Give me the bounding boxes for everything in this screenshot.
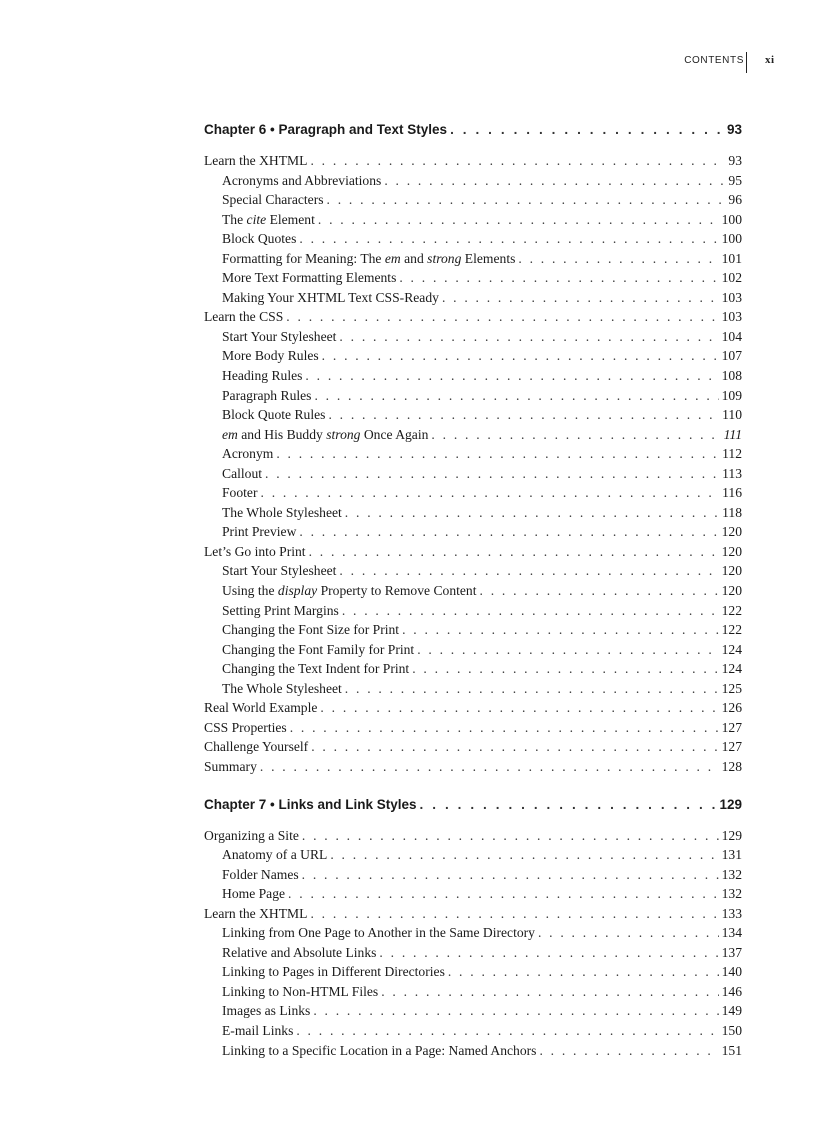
entry-title <box>222 884 288 904</box>
toc-subsection-entry[interactable] <box>204 1041 742 1061</box>
dot-leader <box>420 797 717 812</box>
entry-page-number: 125 <box>721 680 742 696</box>
entry-title-part: CSS Properties <box>204 719 287 735</box>
entry-title-part: E-mail Links <box>222 1022 294 1038</box>
entry-title-part: Learn the XHTML <box>204 153 308 168</box>
dot-leader <box>431 425 720 445</box>
entry-page-number: 129 <box>721 827 742 843</box>
toc-section-entry[interactable] <box>204 757 742 777</box>
entry-title <box>222 1001 313 1021</box>
toc-subsection-entry[interactable] <box>204 620 742 640</box>
chapter-page-number: 93 <box>726 122 742 137</box>
entry-page-number: 110 <box>722 407 742 423</box>
entry-title <box>222 444 276 464</box>
toc-subsection-entry[interactable] <box>204 346 742 366</box>
dot-leader <box>384 171 725 191</box>
entry-title-part: Summary <box>204 758 257 774</box>
entry-title <box>222 601 342 621</box>
entry-title <box>204 718 290 738</box>
entry-title-part: Let’s Go into Print <box>204 543 306 559</box>
toc-subsection-entry[interactable] <box>204 288 742 308</box>
toc-subsection-entry[interactable] <box>204 464 742 484</box>
entry-page-number: 124 <box>721 641 742 657</box>
entry-page-number: 103 <box>721 309 742 325</box>
entry-title-part: Acronyms and Abbreviations <box>222 172 382 188</box>
entry-title-part: Block Quotes <box>222 231 297 247</box>
chapter-section <box>204 797 742 1061</box>
entry-title-part: Start Your Stylesheet <box>222 563 337 579</box>
entry-title-part: and <box>400 250 428 266</box>
toc-subsection-entry[interactable] <box>204 522 742 542</box>
entry-title-part: Print Preview <box>222 524 297 540</box>
entry-title-part: Paragraph Rules <box>222 387 312 403</box>
entry-page-number: 128 <box>721 758 742 774</box>
entry-title <box>222 483 261 503</box>
entry-title-part: Linking to Non-HTML Files <box>222 983 379 999</box>
dot-leader <box>450 122 724 137</box>
entry-page-number: 122 <box>721 622 742 638</box>
dot-leader <box>330 845 718 865</box>
entry-page-number: 132 <box>721 886 742 902</box>
dot-leader <box>276 444 719 464</box>
dot-leader <box>538 923 719 943</box>
dot-leader <box>339 327 718 347</box>
entry-page-number: 103 <box>721 289 742 305</box>
entry-page-number: 127 <box>721 739 742 755</box>
entry-page-number: 100 <box>721 211 742 227</box>
entry-title <box>222 659 412 679</box>
toc-subsection-entry[interactable] <box>204 943 742 963</box>
dot-leader <box>286 307 718 327</box>
dot-leader <box>448 962 719 982</box>
dot-leader <box>299 522 718 542</box>
entry-page-number: 150 <box>721 1022 742 1038</box>
dot-leader <box>296 1021 718 1041</box>
running-head-label: CONTENTS <box>684 55 744 66</box>
entry-page-number: 93 <box>728 153 742 168</box>
entry-title-part: Acronym <box>222 446 274 462</box>
toc-section-entry[interactable] <box>204 737 742 757</box>
dot-leader <box>318 210 719 230</box>
entry-title-italic-part: strong <box>427 250 462 266</box>
dot-leader <box>261 483 720 503</box>
entry-title-part: Block Quote Rules <box>222 407 326 423</box>
running-head <box>0 52 816 72</box>
entry-title-part: Callout <box>222 465 263 481</box>
dot-leader <box>299 229 718 249</box>
entry-title-part: Relative and Absolute Links <box>222 944 377 960</box>
entry-title <box>204 737 311 757</box>
dot-leader <box>379 943 718 963</box>
entry-title-part: Challenge Yourself <box>204 739 309 755</box>
entry-title <box>222 288 442 308</box>
entry-title <box>222 190 327 210</box>
dot-leader <box>302 826 719 846</box>
dot-leader <box>345 679 719 699</box>
toc-section-entry[interactable] <box>204 826 742 846</box>
entry-title-part: Linking to a Specific Location in a Page: Named Anchors <box>222 1042 537 1058</box>
entry-title <box>222 464 265 484</box>
entry-page-number: 116 <box>722 485 742 501</box>
toc-section-entry[interactable] <box>204 904 742 924</box>
dot-leader <box>402 620 719 640</box>
toc-section-entry[interactable] <box>204 307 742 327</box>
toc-subsection-entry[interactable] <box>204 1001 742 1021</box>
entry-page-number: 120 <box>721 524 742 540</box>
dot-leader <box>518 249 718 269</box>
entry-title-part: Formatting for Meaning: The <box>222 250 385 266</box>
entry-page-number: 111 <box>723 426 742 442</box>
dot-leader <box>417 640 718 660</box>
entry-title <box>222 522 299 542</box>
entry-title <box>222 640 417 660</box>
dot-leader <box>328 405 719 425</box>
entry-title-part: Property to Remove Content <box>317 583 477 599</box>
toc-subsection-entry[interactable] <box>204 190 742 210</box>
toc-subsection-entry[interactable] <box>204 865 742 885</box>
dot-leader <box>327 190 726 210</box>
entry-page-number: 134 <box>721 925 742 941</box>
toc-subsection-entry[interactable] <box>204 1021 742 1041</box>
entry-title-part: Changing the Font Family for Print <box>222 641 415 657</box>
entry-title-part: Once Again <box>360 426 429 442</box>
toc-subsection-entry[interactable] <box>204 640 742 660</box>
entry-page-number: 149 <box>721 1003 742 1019</box>
dot-leader <box>310 151 725 171</box>
dot-leader <box>290 718 719 738</box>
toc-subsection-entry[interactable] <box>204 327 742 347</box>
toc-subsection-entry[interactable] <box>204 561 742 581</box>
dot-leader <box>309 542 719 562</box>
entry-title <box>222 1021 296 1041</box>
toc-section-entry[interactable] <box>204 718 742 738</box>
entry-title-part: Changing the Font Size for Print <box>222 622 400 638</box>
entry-page-number: 107 <box>721 348 742 364</box>
dot-leader <box>412 659 718 679</box>
chapter-heading[interactable] <box>204 122 742 144</box>
entry-title <box>222 865 302 885</box>
entry-title-part: Linking to Pages in Different Directories <box>222 964 445 980</box>
entry-page-number: 100 <box>721 231 742 247</box>
dot-leader <box>399 268 718 288</box>
toc-subsection-entry[interactable] <box>204 171 742 191</box>
entry-title-italic-part: display <box>277 583 318 599</box>
toc-subsection-entry[interactable] <box>204 386 742 406</box>
entry-page-number: 112 <box>722 446 742 462</box>
entry-page-number: 120 <box>721 563 742 579</box>
dot-leader <box>302 865 719 885</box>
toc-section-entry[interactable] <box>204 151 742 171</box>
chapter-page-number: 129 <box>719 796 742 812</box>
toc-subsection-entry[interactable] <box>204 249 742 269</box>
entry-title-part: Images as Links <box>222 1003 311 1019</box>
toc-subsection-entry[interactable] <box>204 659 742 679</box>
entry-title-part: Start Your Stylesheet <box>222 328 337 344</box>
entry-page-number: 102 <box>721 270 742 286</box>
toc-subsection-entry[interactable] <box>204 210 742 230</box>
dot-leader <box>313 1001 718 1021</box>
toc-subsection-entry[interactable] <box>204 366 742 386</box>
dot-leader <box>260 757 719 777</box>
entry-page-number: 137 <box>721 944 742 960</box>
entry-title <box>222 171 384 191</box>
entry-title-part: Using the <box>222 583 278 599</box>
entry-title <box>204 698 320 718</box>
entry-title <box>222 982 381 1002</box>
entry-title-part: Special Characters <box>222 192 324 208</box>
chapter-title: Chapter 6 • Paragraph and Text Styles <box>204 122 448 137</box>
entry-page-number: 120 <box>721 583 742 599</box>
table-of-contents <box>204 122 742 1072</box>
entry-title <box>222 943 379 963</box>
entry-page-number: 122 <box>721 602 742 618</box>
dot-leader <box>342 601 719 621</box>
entry-page-number: 104 <box>721 328 742 344</box>
entry-title-part: Learn the XHTML <box>204 905 308 921</box>
toc-subsection-entry[interactable] <box>204 845 742 865</box>
entry-title-part: Learn the CSS <box>204 309 284 325</box>
entry-title-part: More Body Rules <box>222 348 319 364</box>
dot-leader <box>305 366 718 386</box>
entry-title <box>222 327 339 347</box>
entry-page-number: 120 <box>721 543 742 559</box>
toc-subsection-entry[interactable] <box>204 581 742 601</box>
entry-title <box>222 249 518 269</box>
entry-title-part: Folder Names <box>222 866 299 882</box>
entry-title-italic-part: em <box>384 250 401 266</box>
entry-title <box>222 268 399 288</box>
entry-title <box>204 151 310 171</box>
entry-title <box>222 503 345 523</box>
chapter-section <box>204 122 742 777</box>
dot-leader <box>320 698 718 718</box>
dot-leader <box>442 288 719 308</box>
entry-title <box>222 620 402 640</box>
entry-title-italic-part: em <box>222 426 238 442</box>
dot-leader <box>314 386 718 406</box>
dot-leader <box>381 982 718 1002</box>
dot-leader <box>322 346 719 366</box>
entry-page-number: 127 <box>721 719 742 735</box>
entry-page-number: 108 <box>721 368 742 384</box>
toc-subsection-entry[interactable] <box>204 601 742 621</box>
entry-page-number: 109 <box>721 387 742 403</box>
entry-title-part: Making Your XHTML Text CSS-Ready <box>222 289 439 305</box>
entry-title <box>222 561 339 581</box>
entry-title-part: Real World Example <box>204 700 318 716</box>
entry-title-part: The Whole Stylesheet <box>222 504 342 520</box>
entry-page-number: 146 <box>721 983 742 999</box>
entry-title <box>222 1041 539 1061</box>
entry-title <box>204 826 302 846</box>
entry-title-part: Linking from One Page to Another in the Same Directory <box>222 925 535 941</box>
entry-title <box>204 904 310 924</box>
entry-title <box>222 229 299 249</box>
entry-page-number: 131 <box>721 847 742 863</box>
entry-title-part: Home Page <box>222 886 286 902</box>
entry-title <box>222 581 480 601</box>
entry-page-number: 113 <box>722 465 742 481</box>
toc-subsection-entry[interactable] <box>204 982 742 1002</box>
toc-subsection-entry[interactable] <box>204 405 742 425</box>
toc-subsection-entry[interactable] <box>204 679 742 699</box>
entry-title-part: Footer <box>222 485 258 501</box>
entry-page-number: 101 <box>721 250 742 266</box>
toc-section-entry[interactable] <box>204 698 742 718</box>
entry-title-part: Elements <box>461 250 516 266</box>
dot-leader <box>265 464 719 484</box>
entry-title-italic-part: strong <box>326 426 361 442</box>
dot-leader <box>310 904 718 924</box>
entry-title <box>222 845 330 865</box>
entry-title-italic-part: cite <box>246 211 267 227</box>
toc-subsection-entry[interactable] <box>204 962 742 982</box>
entry-page-number: 151 <box>721 1042 742 1058</box>
entry-title-part: The Whole Stylesheet <box>222 680 342 696</box>
entry-page-number: 133 <box>721 905 742 921</box>
dot-leader <box>288 884 719 904</box>
entry-title <box>222 962 448 982</box>
entry-page-number: 124 <box>721 661 742 677</box>
entry-title-part: Anatomy of a URL <box>222 847 328 863</box>
toc-subsection-entry[interactable] <box>204 268 742 288</box>
entry-title-part: More Text Formatting Elements <box>222 270 397 286</box>
entry-title <box>222 923 538 943</box>
entry-title <box>222 425 431 445</box>
entry-page-number: 118 <box>722 504 742 520</box>
entry-title-part: Changing the Text Indent for Print <box>222 661 410 677</box>
entry-page-number: 126 <box>721 700 742 716</box>
entry-title <box>222 386 314 406</box>
entry-page-number: 132 <box>721 866 742 882</box>
dot-leader <box>345 503 719 523</box>
entry-page-number: 95 <box>728 172 742 188</box>
toc-subsection-entry[interactable] <box>204 503 742 523</box>
dot-leader <box>539 1041 718 1061</box>
entry-title-part: Element <box>266 211 315 227</box>
entry-title <box>222 405 328 425</box>
entry-title <box>204 542 309 562</box>
entry-title-part: The <box>222 211 247 227</box>
entry-page-number: 96 <box>728 192 742 208</box>
entry-title <box>204 307 286 327</box>
dot-leader <box>339 561 718 581</box>
entry-title-part: Heading Rules <box>222 368 303 384</box>
entry-title <box>222 210 318 230</box>
chapter-title: Chapter 7 • Links and Link Styles <box>204 796 417 812</box>
entry-title-part: and His Buddy <box>237 426 327 442</box>
toc-subsection-entry[interactable] <box>204 229 742 249</box>
running-head-divider <box>746 52 747 73</box>
dot-leader <box>311 737 718 757</box>
toc-subsection-entry[interactable] <box>204 483 742 503</box>
toc-section-entry[interactable] <box>204 542 742 562</box>
entry-title <box>222 679 345 699</box>
entry-title-part: Organizing a Site <box>204 827 299 843</box>
entry-page-number: 140 <box>721 964 742 980</box>
toc-subsection-entry[interactable] <box>204 923 742 943</box>
toc-subsection-entry[interactable] <box>204 425 742 445</box>
entry-title <box>222 366 305 386</box>
toc-subsection-entry[interactable] <box>204 884 742 904</box>
entry-title-part: Setting Print Margins <box>222 602 339 618</box>
toc-subsection-entry[interactable] <box>204 444 742 464</box>
chapter-heading[interactable] <box>204 797 742 819</box>
page-number: xi <box>765 54 775 66</box>
dot-leader <box>480 581 719 601</box>
entry-title <box>222 346 322 366</box>
entry-title <box>204 757 260 777</box>
